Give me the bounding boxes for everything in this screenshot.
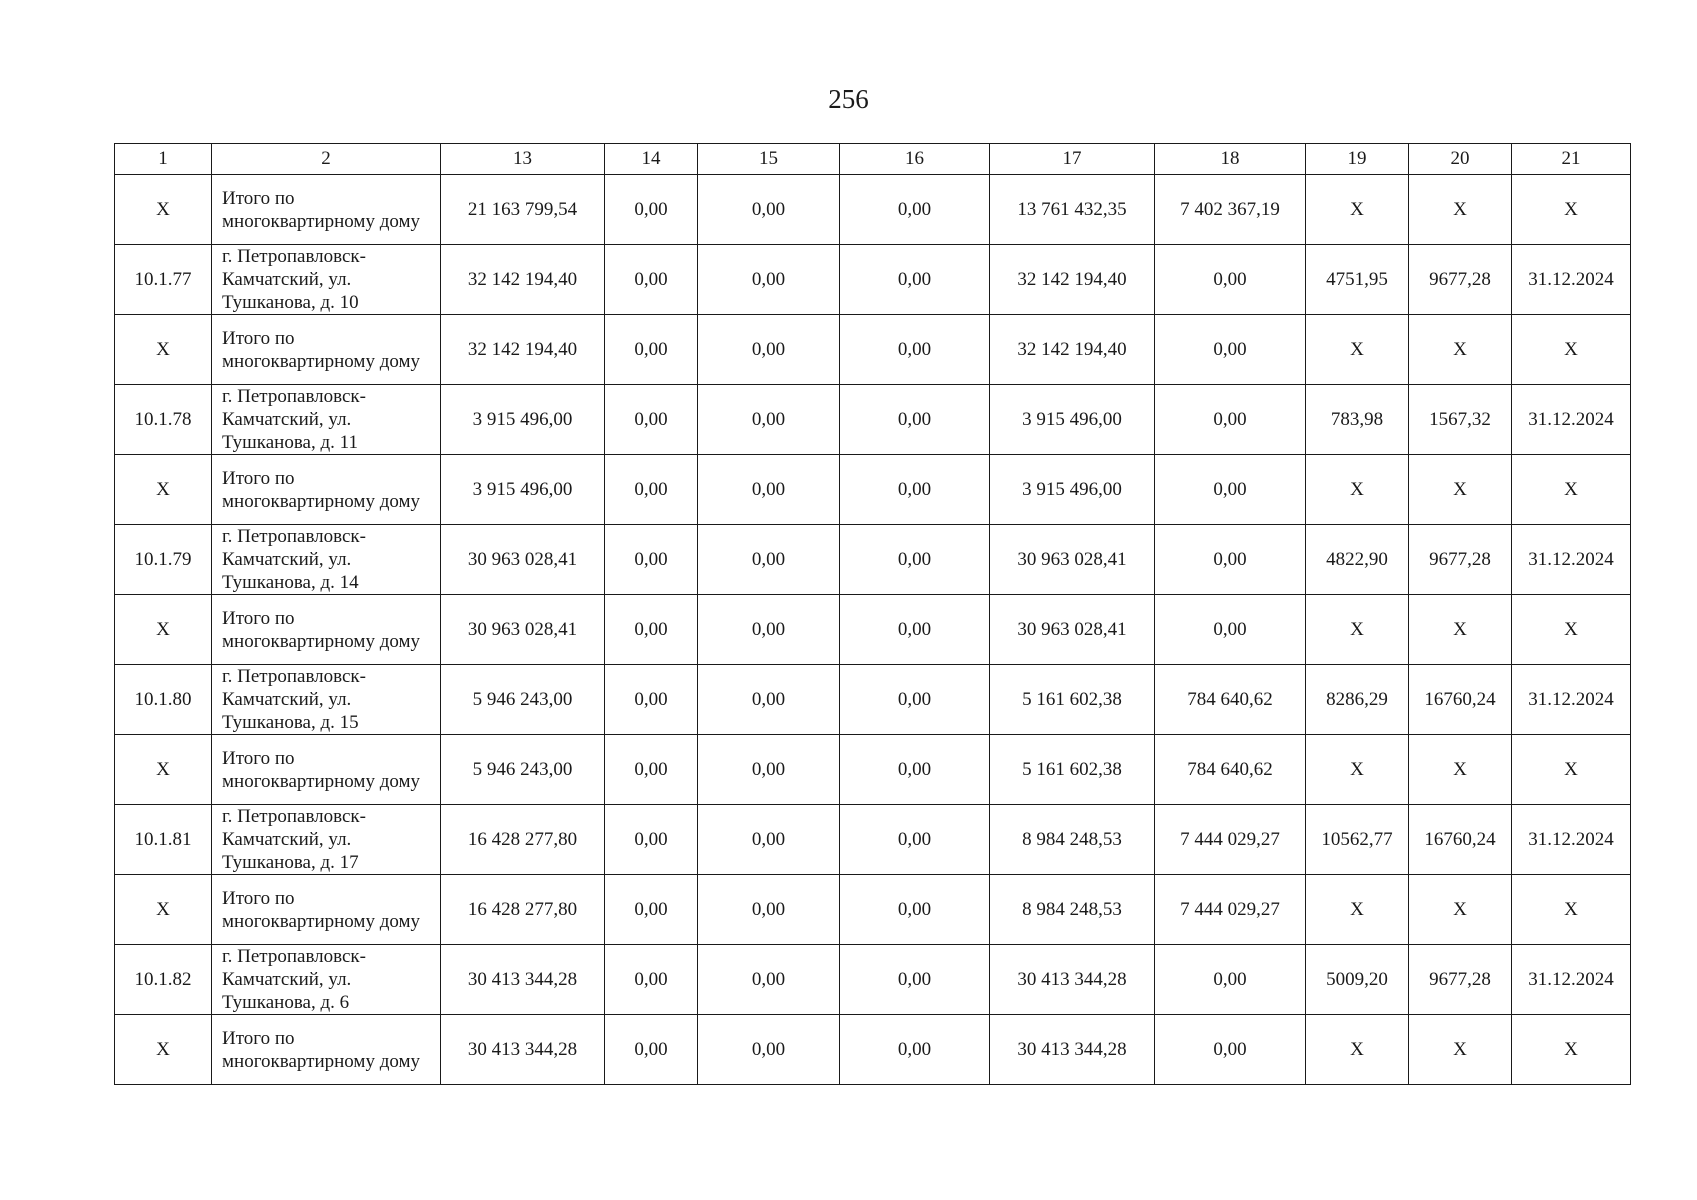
col15-cell: 0,00	[698, 315, 840, 385]
col16-cell: 0,00	[840, 245, 990, 315]
row-number-cell: Х	[115, 315, 212, 385]
col18-cell: 0,00	[1155, 455, 1306, 525]
col20-cell: 1567,32	[1409, 385, 1512, 455]
table-row	[115, 805, 1631, 875]
col19-cell: Х	[1306, 455, 1409, 525]
col16-cell: 0,00	[840, 595, 990, 665]
col17-cell: 30 963 028,41	[990, 595, 1155, 665]
row-number-cell: Х	[115, 875, 212, 945]
total-cost-cell: 32 142 194,40	[441, 315, 605, 385]
column-header: 15	[698, 144, 840, 175]
col15-cell: 0,00	[698, 735, 840, 805]
row-number-cell: Х	[115, 735, 212, 805]
col16-cell: 0,00	[840, 805, 990, 875]
completion-date-cell: 31.12.2024	[1512, 525, 1631, 595]
col17-cell: 8 984 248,53	[990, 875, 1155, 945]
column-header: 16	[840, 144, 990, 175]
col16-cell: 0,00	[840, 875, 990, 945]
col19-cell: Х	[1306, 315, 1409, 385]
total-cost-cell: 5 946 243,00	[441, 665, 605, 735]
col18-cell: 0,00	[1155, 315, 1306, 385]
address-cell: Итого по многоквартирному дому	[212, 315, 441, 385]
completion-date-cell: Х	[1512, 735, 1631, 805]
col15-cell: 0,00	[698, 175, 840, 245]
col14-cell: 0,00	[605, 595, 698, 665]
col19-cell: 4822,90	[1306, 525, 1409, 595]
col20-cell: Х	[1409, 1015, 1512, 1085]
table-body	[115, 175, 1631, 1085]
col20-cell: Х	[1409, 735, 1512, 805]
completion-date-cell: 31.12.2024	[1512, 665, 1631, 735]
column-header: 21	[1512, 144, 1631, 175]
col16-cell: 0,00	[840, 315, 990, 385]
col18-cell: 7 444 029,27	[1155, 875, 1306, 945]
row-number-cell: 10.1.81	[115, 805, 212, 875]
col18-cell: 0,00	[1155, 245, 1306, 315]
col16-cell: 0,00	[840, 455, 990, 525]
total-cost-cell: 5 946 243,00	[441, 735, 605, 805]
table-row	[115, 875, 1631, 945]
col20-cell: Х	[1409, 595, 1512, 665]
col14-cell: 0,00	[605, 1015, 698, 1085]
col16-cell: 0,00	[840, 175, 990, 245]
data-table	[114, 143, 1631, 1085]
col20-cell: 9677,28	[1409, 525, 1512, 595]
completion-date-cell: Х	[1512, 175, 1631, 245]
col16-cell: 0,00	[840, 525, 990, 595]
total-cost-cell: 30 413 344,28	[441, 1015, 605, 1085]
col15-cell: 0,00	[698, 455, 840, 525]
column-header: 2	[212, 144, 441, 175]
table-row	[115, 315, 1631, 385]
col19-cell: 783,98	[1306, 385, 1409, 455]
total-cost-cell: 16 428 277,80	[441, 805, 605, 875]
column-header: 13	[441, 144, 605, 175]
row-number-cell: 10.1.78	[115, 385, 212, 455]
completion-date-cell: 31.12.2024	[1512, 945, 1631, 1015]
col19-cell: 8286,29	[1306, 665, 1409, 735]
column-header: 17	[990, 144, 1155, 175]
total-cost-cell: 3 915 496,00	[441, 455, 605, 525]
completion-date-cell: 31.12.2024	[1512, 805, 1631, 875]
completion-date-cell: Х	[1512, 1015, 1631, 1085]
header-row	[115, 144, 1631, 175]
table-header	[115, 144, 1631, 175]
col17-cell: 3 915 496,00	[990, 385, 1155, 455]
col19-cell: Х	[1306, 595, 1409, 665]
col14-cell: 0,00	[605, 805, 698, 875]
address-cell: г. Петропавловск-Камчатский, ул. Тушканова, д. 6	[212, 945, 441, 1015]
col20-cell: 16760,24	[1409, 805, 1512, 875]
table-row	[115, 1015, 1631, 1085]
col16-cell: 0,00	[840, 665, 990, 735]
address-cell: Итого по многоквартирному дому	[212, 1015, 441, 1085]
column-header: 14	[605, 144, 698, 175]
col17-cell: 8 984 248,53	[990, 805, 1155, 875]
total-cost-cell: 30 413 344,28	[441, 945, 605, 1015]
col14-cell: 0,00	[605, 875, 698, 945]
column-header: 1	[115, 144, 212, 175]
row-number-cell: Х	[115, 455, 212, 525]
total-cost-cell: 16 428 277,80	[441, 875, 605, 945]
col18-cell: 0,00	[1155, 385, 1306, 455]
table-row	[115, 595, 1631, 665]
col17-cell: 32 142 194,40	[990, 315, 1155, 385]
table-row	[115, 245, 1631, 315]
col15-cell: 0,00	[698, 245, 840, 315]
address-cell: г. Петропавловск-Камчатский, ул. Тушканова, д. 11	[212, 385, 441, 455]
col17-cell: 30 413 344,28	[990, 1015, 1155, 1085]
address-cell: г. Петропавловск-Камчатский, ул. Тушканова, д. 17	[212, 805, 441, 875]
row-number-cell: 10.1.82	[115, 945, 212, 1015]
col18-cell: 0,00	[1155, 945, 1306, 1015]
col14-cell: 0,00	[605, 665, 698, 735]
col16-cell: 0,00	[840, 385, 990, 455]
col19-cell: 4751,95	[1306, 245, 1409, 315]
col20-cell: Х	[1409, 875, 1512, 945]
completion-date-cell: 31.12.2024	[1512, 245, 1631, 315]
col14-cell: 0,00	[605, 385, 698, 455]
address-cell: Итого по многоквартирному дому	[212, 735, 441, 805]
col19-cell: 10562,77	[1306, 805, 1409, 875]
col20-cell: Х	[1409, 315, 1512, 385]
col20-cell: 16760,24	[1409, 665, 1512, 735]
col14-cell: 0,00	[605, 315, 698, 385]
col15-cell: 0,00	[698, 1015, 840, 1085]
table-row	[115, 665, 1631, 735]
col15-cell: 0,00	[698, 665, 840, 735]
col16-cell: 0,00	[840, 735, 990, 805]
address-cell: Итого по многоквартирному дому	[212, 875, 441, 945]
table-row	[115, 385, 1631, 455]
col20-cell: Х	[1409, 455, 1512, 525]
col14-cell: 0,00	[605, 735, 698, 805]
col15-cell: 0,00	[698, 945, 840, 1015]
col15-cell: 0,00	[698, 595, 840, 665]
col17-cell: 30 413 344,28	[990, 945, 1155, 1015]
total-cost-cell: 21 163 799,54	[441, 175, 605, 245]
column-header: 18	[1155, 144, 1306, 175]
col15-cell: 0,00	[698, 525, 840, 595]
col14-cell: 0,00	[605, 455, 698, 525]
col18-cell: 0,00	[1155, 1015, 1306, 1085]
col19-cell: Х	[1306, 875, 1409, 945]
col15-cell: 0,00	[698, 875, 840, 945]
column-header: 20	[1409, 144, 1512, 175]
col18-cell: 7 444 029,27	[1155, 805, 1306, 875]
col18-cell: 0,00	[1155, 525, 1306, 595]
col17-cell: 5 161 602,38	[990, 735, 1155, 805]
page-number: 256	[828, 84, 869, 114]
completion-date-cell: Х	[1512, 595, 1631, 665]
row-number-cell: 10.1.79	[115, 525, 212, 595]
table-row	[115, 735, 1631, 805]
col17-cell: 30 963 028,41	[990, 525, 1155, 595]
col19-cell: Х	[1306, 175, 1409, 245]
address-cell: Итого по многоквартирному дому	[212, 175, 441, 245]
row-number-cell: Х	[115, 1015, 212, 1085]
col17-cell: 13 761 432,35	[990, 175, 1155, 245]
total-cost-cell: 32 142 194,40	[441, 245, 605, 315]
total-cost-cell: 3 915 496,00	[441, 385, 605, 455]
table-row	[115, 455, 1631, 525]
address-cell: Итого по многоквартирному дому	[212, 595, 441, 665]
completion-date-cell: Х	[1512, 875, 1631, 945]
col16-cell: 0,00	[840, 945, 990, 1015]
total-cost-cell: 30 963 028,41	[441, 595, 605, 665]
address-cell: г. Петропавловск-Камчатский, ул. Тушканова, д. 14	[212, 525, 441, 595]
address-cell: г. Петропавловск-Камчатский, ул. Тушканова, д. 10	[212, 245, 441, 315]
col16-cell: 0,00	[840, 1015, 990, 1085]
col14-cell: 0,00	[605, 525, 698, 595]
address-cell: г. Петропавловск-Камчатский, ул. Тушканова, д. 15	[212, 665, 441, 735]
row-number-cell: Х	[115, 595, 212, 665]
col17-cell: 5 161 602,38	[990, 665, 1155, 735]
col18-cell: 7 402 367,19	[1155, 175, 1306, 245]
col14-cell: 0,00	[605, 245, 698, 315]
col20-cell: 9677,28	[1409, 945, 1512, 1015]
col18-cell: 0,00	[1155, 595, 1306, 665]
completion-date-cell: Х	[1512, 315, 1631, 385]
table-row	[115, 175, 1631, 245]
total-cost-cell: 30 963 028,41	[441, 525, 605, 595]
col18-cell: 784 640,62	[1155, 665, 1306, 735]
completion-date-cell: 31.12.2024	[1512, 385, 1631, 455]
col15-cell: 0,00	[698, 805, 840, 875]
col17-cell: 32 142 194,40	[990, 245, 1155, 315]
row-number-cell: Х	[115, 175, 212, 245]
table-row	[115, 525, 1631, 595]
column-header: 19	[1306, 144, 1409, 175]
col15-cell: 0,00	[698, 385, 840, 455]
table-row	[115, 945, 1631, 1015]
col20-cell: Х	[1409, 175, 1512, 245]
completion-date-cell: Х	[1512, 455, 1631, 525]
col14-cell: 0,00	[605, 175, 698, 245]
address-cell: Итого по многоквартирному дому	[212, 455, 441, 525]
row-number-cell: 10.1.80	[115, 665, 212, 735]
col19-cell: Х	[1306, 1015, 1409, 1085]
col20-cell: 9677,28	[1409, 245, 1512, 315]
col14-cell: 0,00	[605, 945, 698, 1015]
col19-cell: Х	[1306, 735, 1409, 805]
row-number-cell: 10.1.77	[115, 245, 212, 315]
col19-cell: 5009,20	[1306, 945, 1409, 1015]
col17-cell: 3 915 496,00	[990, 455, 1155, 525]
col18-cell: 784 640,62	[1155, 735, 1306, 805]
